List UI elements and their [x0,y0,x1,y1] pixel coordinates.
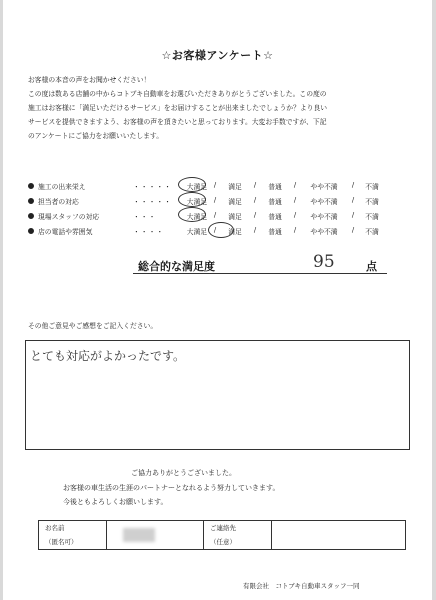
overall-score: 95 [313,252,335,272]
option-dissatisfied[interactable]: 不満 [365,228,379,236]
question-leader: ・・・ [133,213,157,221]
option-satisfied[interactable]: 満足 [228,213,242,221]
question-row [28,196,172,206]
overall-label: 総合的な満足度 [138,260,215,273]
intro-line: のアンケートにご協力をお願いいたします。 [28,132,163,140]
closing-line: ご協力ありがとうございました。 [131,469,236,477]
name-field[interactable] [107,522,203,548]
question-label: 現場スタッフの対応 [38,213,100,221]
contact-field[interactable] [272,522,405,548]
option-somewhat-dissatisfied[interactable]: やや不満 [310,228,338,236]
option-somewhat-dissatisfied[interactable]: やや不満 [310,198,338,206]
intro-line: この度は数ある店舗の中からコトブキ自動車をお選びいただきありがとうございました。この度の [28,90,327,98]
closing-line: お客様の車生活の生涯のパートナーとなれるよう努力していきます。 [63,484,280,492]
option-satisfied[interactable]: 満足 [228,198,242,206]
selected-answer-circle [178,207,206,222]
comments-box[interactable] [25,340,410,450]
selected-answer-circle [208,222,234,238]
question-label: 担当者の対応 [38,198,79,206]
option-somewhat-dissatisfied[interactable]: やや不満 [310,183,338,191]
closing-line: 今後ともよろしくお願いします。 [63,498,168,506]
option-dissatisfied[interactable]: 不満 [365,198,379,206]
comments-text: とても対応がよかったです。 [30,349,186,363]
page-title: ☆お客様アンケート☆ [161,49,274,62]
question-label: 店の電話や雰囲気 [38,228,93,236]
option-somewhat-dissatisfied[interactable]: やや不満 [310,213,338,221]
divider [203,521,204,549]
option-very-satisfied[interactable]: 大満足 [186,198,208,206]
option-very-satisfied[interactable]: 大満足 [186,213,208,221]
intro-line: サービスを提供できますよう、お客様の声を頂きたいと思っております。大変お手数ですが、下記 [28,118,327,126]
bullet-icon [28,183,34,189]
option-neutral[interactable]: 普通 [268,198,282,206]
selected-answer-circle [178,177,206,192]
question-row [28,226,165,236]
question-label: 施工の出来栄え [38,183,86,191]
contact-sub-label: （任意） [210,538,236,546]
name-sub-label: （匿名可） [45,538,78,546]
bullet-icon [28,198,34,204]
comments-prompt: その他ご意見やご感想をご記入ください。 [28,322,158,330]
rating-options[interactable]: 大満足 / 満足 / 普通 / やや不満 / 不満 [183,211,387,221]
bullet-icon [28,213,34,219]
overall-underline [133,273,387,274]
rating-options[interactable]: 大満足 / 満足 / 普通 / やや不満 / 不満 [183,181,387,191]
option-satisfied[interactable]: 満足 [228,228,242,236]
overall-unit: 点 [366,260,377,273]
selected-answer-circle [178,192,206,207]
redacted-name [123,528,155,542]
bullet-icon [28,228,34,234]
option-neutral[interactable]: 普通 [268,228,282,236]
rating-options[interactable]: 大満足 / 満足 / 普通 / やや不満 / 不満 [183,226,387,236]
option-neutral[interactable]: 普通 [268,213,282,221]
option-very-satisfied[interactable]: 大満足 [186,183,208,191]
survey-sheet [3,0,432,600]
option-neutral[interactable]: 普通 [268,183,282,191]
name-label: お名前 [45,524,65,532]
option-very-satisfied[interactable]: 大満足 [186,228,208,236]
question-leader: ・・・・ [133,228,165,236]
question-row [28,211,165,221]
question-row [28,181,172,191]
contact-form [38,520,406,550]
question-leader: ・・・・・ [133,183,172,191]
option-satisfied[interactable]: 満足 [228,183,242,191]
question-leader: ・・・・・ [133,198,172,206]
footer-signature: 有限会社 コトブキ自動車スタッフ一同 [243,582,360,590]
intro-line: お客様の本音の声をお聞かせください！ [28,76,151,84]
intro-line: 施工はお客様に「満足いただけるサービス」をお届けすることが出来ましたでしょうか？より良い [28,104,328,112]
option-dissatisfied[interactable]: 不満 [365,183,379,191]
rating-options[interactable]: 大満足 / 満足 / 普通 / やや不満 / 不満 [183,196,387,206]
contact-label: ご連絡先 [210,524,236,532]
option-dissatisfied[interactable]: 不満 [365,213,379,221]
